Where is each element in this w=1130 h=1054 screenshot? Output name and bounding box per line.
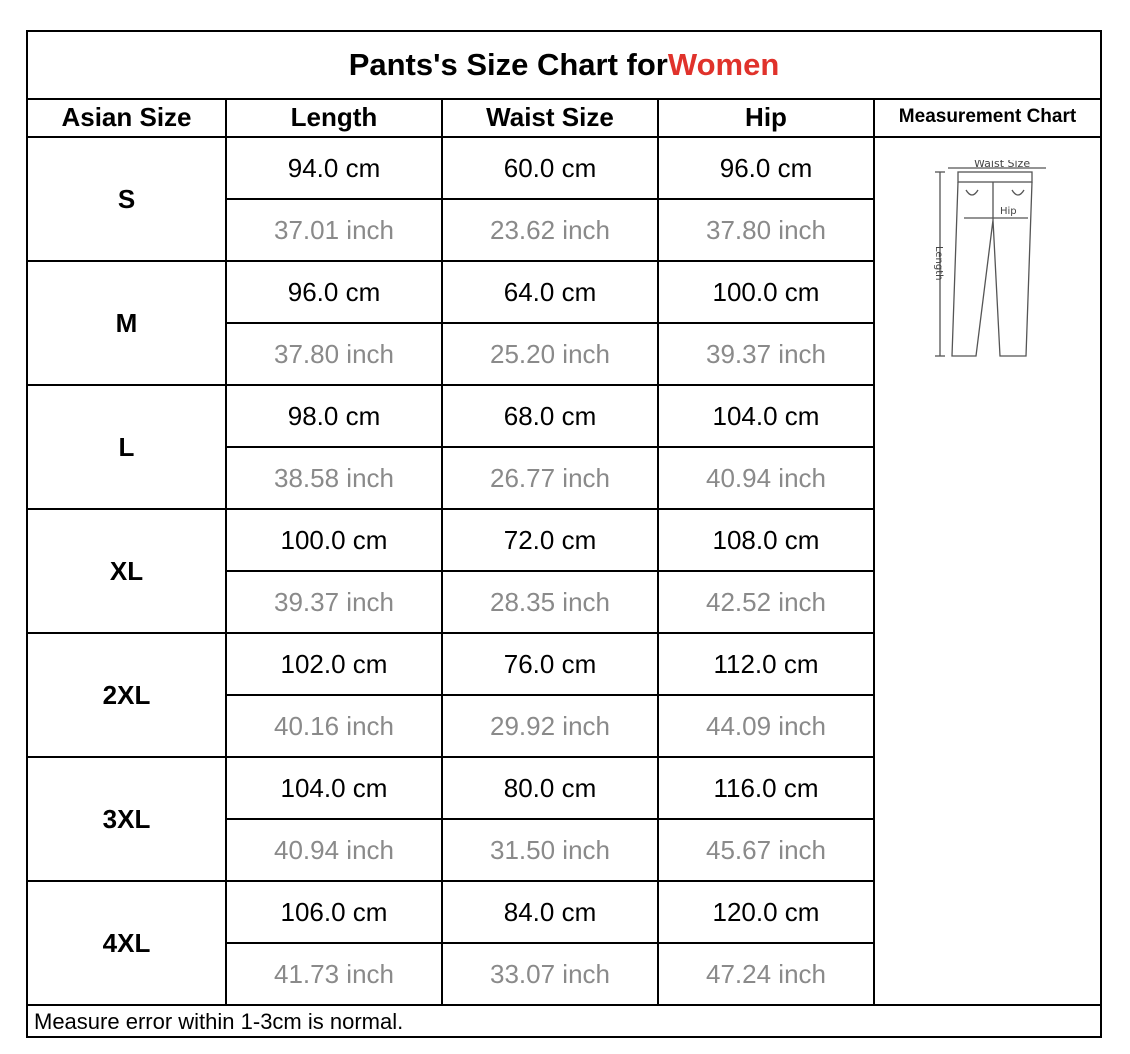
table-body	[28, 137, 1100, 1005]
waist-cm-cell: 80.0 cm	[442, 757, 658, 819]
size-label: XL	[28, 509, 226, 633]
waist-cm-cell: 76.0 cm	[442, 633, 658, 695]
header-measurement-chart: Measurement Chart	[874, 98, 1100, 137]
hip-inch-cell: 37.80 inch	[658, 199, 874, 261]
title-accent: Women	[667, 47, 780, 82]
waist-cm-cell: 72.0 cm	[442, 509, 658, 571]
waist-cm-cell: 84.0 cm	[442, 881, 658, 943]
length-cm-cell: 100.0 cm	[226, 509, 442, 571]
waist-size-label: Waist Size	[973, 160, 1030, 170]
footer-note: Measure error within 1-3cm is normal.	[28, 1004, 1100, 1036]
chart-title	[28, 32, 1100, 100]
hip-cm-cell: 120.0 cm	[658, 881, 874, 943]
length-cm-cell: 106.0 cm	[226, 881, 442, 943]
hip-cm-cell: 96.0 cm	[658, 137, 874, 199]
waist-inch-cell: 28.35 inch	[442, 571, 658, 633]
waist-inch-cell: 26.77 inch	[442, 447, 658, 509]
length-inch-cell: 40.16 inch	[226, 695, 442, 757]
size-label: 3XL	[28, 757, 226, 881]
length-inch-cell: 38.58 inch	[226, 447, 442, 509]
waist-inch-cell: 29.92 inch	[442, 695, 658, 757]
hip-inch-cell: 39.37 inch	[658, 323, 874, 385]
title-prefix: Pants's Size Chart for	[348, 47, 668, 82]
hip-cm-cell: 112.0 cm	[658, 633, 874, 695]
waist-inch-cell: 23.62 inch	[442, 199, 658, 261]
length-cm-cell: 96.0 cm	[226, 261, 442, 323]
hip-inch-cell: 40.94 inch	[658, 447, 874, 509]
length-label: Length	[932, 246, 944, 281]
length-inch-cell: 41.73 inch	[226, 943, 442, 1005]
size-table	[28, 98, 1100, 1006]
size-chart-frame	[26, 30, 1102, 1038]
waist-inch-cell: 31.50 inch	[442, 819, 658, 881]
hip-inch-cell: 42.52 inch	[658, 571, 874, 633]
length-inch-cell: 40.94 inch	[226, 819, 442, 881]
header-asian-size: Asian Size	[28, 98, 226, 137]
header-row	[28, 98, 1100, 137]
length-cm-cell: 94.0 cm	[226, 137, 442, 199]
size-label: M	[28, 261, 226, 385]
pants-diagram-icon	[918, 160, 1058, 370]
size-label: 2XL	[28, 633, 226, 757]
hip-inch-cell: 47.24 inch	[658, 943, 874, 1005]
length-cm-cell: 104.0 cm	[226, 757, 442, 819]
length-cm-cell: 102.0 cm	[226, 633, 442, 695]
hip-cm-cell: 104.0 cm	[658, 385, 874, 447]
size-label: L	[28, 385, 226, 509]
header-length: Length	[226, 98, 442, 137]
hip-label: Hip	[999, 206, 1017, 217]
waist-inch-cell: 33.07 inch	[442, 943, 658, 1005]
size-label: S	[28, 137, 226, 261]
length-cm-cell: 98.0 cm	[226, 385, 442, 447]
waist-inch-cell: 25.20 inch	[442, 323, 658, 385]
measurement-chart-cell	[874, 137, 1100, 1005]
hip-cm-cell: 108.0 cm	[658, 509, 874, 571]
length-inch-cell: 37.80 inch	[226, 323, 442, 385]
hip-inch-cell: 44.09 inch	[658, 695, 874, 757]
waist-cm-cell: 60.0 cm	[442, 137, 658, 199]
waist-cm-cell: 64.0 cm	[442, 261, 658, 323]
length-inch-cell: 37.01 inch	[226, 199, 442, 261]
size-label: 4XL	[28, 881, 226, 1005]
header-hip: Hip	[658, 98, 874, 137]
header-waist-size: Waist Size	[442, 98, 658, 137]
hip-inch-cell: 45.67 inch	[658, 819, 874, 881]
hip-cm-cell: 100.0 cm	[658, 261, 874, 323]
hip-cm-cell: 116.0 cm	[658, 757, 874, 819]
waist-cm-cell: 68.0 cm	[442, 385, 658, 447]
length-inch-cell: 39.37 inch	[226, 571, 442, 633]
table-row-cm	[28, 137, 1100, 199]
